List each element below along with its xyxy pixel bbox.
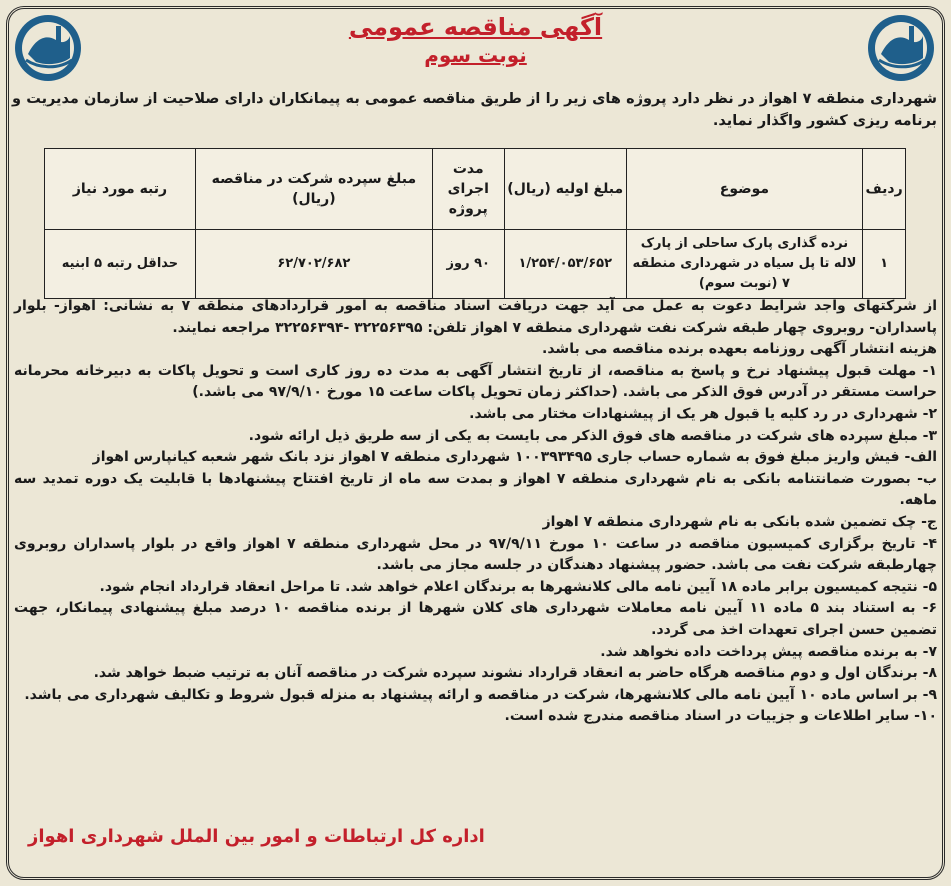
cell-rank: حداقل رتبه ۵ ابنیه [45, 230, 196, 299]
header-initial-amount: مبلغ اولیه (ریال) [504, 149, 626, 230]
issuer-signature: اداره کل ارتباطات و امور بین الملل شهرداری اهواز [28, 826, 485, 847]
clause-10: ۱۰- سایر اطلاعات و جزییات در اسناد مناقصه مندرج شده است. [504, 708, 937, 725]
clause-5: ۵- نتیجه کمیسیون برابر ماده ۱۸ آیین نامه مالی کلانشهرها به برندگان اعلام خواهد شد. تا مراحل انعقاد قرارداد انجام شود. [99, 578, 937, 595]
paragraph-invitation: از شرکتهای واجد شرایط دعوت به عمل می آید جهت دریافت اسناد مناقصه به امور قراردادهای منطقه ۷ به نشانی: اهواز- بلوار پاسداران- روبروی چهار طبقه شرکت نفت شهرداری منطقه ۷ اهواز تلفن: ۳۲۲۵۶۳۹۵ -۳۲۲۵۶۳۹۴ مراجعه نمایند. [14, 298, 937, 336]
clause-3: ۳- مبلغ سپرده های شرکت در مناقصه های فوق الذکر می بایست به یکی از سه طریق ذیل ارائه شود. [248, 427, 937, 444]
cell-subject: نرده گذاری پارک ساحلی از پارک لاله تا پل سیاه در شهرداری منطقه ۷ (نوبت سوم) [626, 230, 862, 299]
clause-3-a: الف- فیش واریز مبلغ فوق به شماره حساب جاری ۱۰۰۳۹۳۴۹۵ شهرداری منطقه ۷ اهواز نزد بانک شهر شعبه کیانپارس اهواز [92, 449, 937, 466]
cell-initial-amount: ۱/۲۵۴/۰۵۳/۶۵۲ [504, 230, 626, 299]
notice-title: آگهی مناقصه عمومی [348, 13, 603, 41]
clause-9: ۹- بر اساس ماده ۱۰ آیین نامه مالی کلانشهرها، شرکت در مناقصه و ارائه پیشنهاد به منزله قبول شروط و تکالیف شهرداری می باشد. [24, 686, 937, 703]
tender-table [44, 148, 906, 299]
table-header-row [45, 149, 906, 230]
clause-3-c: ج- چک تضمین شده بانکی به نام شهرداری منطقه ۷ اهواز [542, 513, 937, 530]
notice-round: نوبت سوم [424, 43, 527, 67]
header-subject: موضوع [626, 149, 862, 230]
paragraph-ad-cost: هزینه انتشار آگهی روزنامه بعهده برنده مناقصه می باشد. [542, 341, 937, 358]
cell-duration: ۹۰ روز [432, 230, 504, 299]
clause-7: ۷- به برنده مناقصه پیش پرداخت داده نخواهد شد. [600, 643, 937, 660]
notice-body [14, 296, 937, 728]
table-row [45, 230, 906, 299]
clause-3-b: ب- بصورت ضمانتنامه بانکی به نام شهرداری منطقه ۷ اهواز و بمدت سه ماه از تاریخ افتتاح پیشنهادها با قابلیت یک دوره تمدید سه ماهه. [14, 470, 937, 509]
clause-8: ۸- برندگان اول و دوم مناقصه هرگاه حاضر به انعقاد قرارداد نشوند سپرده شرکت در مناقصه آنان به ترتیب ضبط خواهد شد. [93, 665, 937, 682]
cell-row-no: ۱ [863, 230, 906, 299]
notice-header [0, 12, 951, 68]
cell-deposit: ۶۲/۷۰۲/۶۸۲ [195, 230, 432, 299]
header-deposit: مبلغ سپرده شرکت در مناقصه (ریال) [195, 149, 432, 230]
header-row-no: ردیف [863, 149, 906, 230]
header-rank: رتبه مورد نیاز [45, 149, 196, 230]
intro-paragraph: شهرداری منطقه ۷ اهواز در نظر دارد پروژه های زیر را از طریق مناقصه عمومی به پیمانکاران دارای صلاحیت از سازمان مدیریت و برنامه ریزی کشور واگذار نماید. [12, 91, 938, 129]
clause-4: ۴- تاریخ برگزاری کمیسیون مناقصه در ساعت ۱۰ مورخ ۹۷/۹/۱۱ در محل شهرداری منطقه ۷ اهواز واقع در بلوار پاسداران روبروی چهارطبقه شرکت نفت می باشد. حضور پیشنهاد دهندگان در جلسه مجاز می باشد. [14, 535, 938, 574]
clause-1: ۱- مهلت قبول پیشنهاد نرخ و پاسخ به مناقصه، از تاریخ انتشار آگهی به مدت ده روز کاری است و تحویل پاکات به دبیرخانه محرمانه حراست مستقر در آدرس فوق الذکر می باشد. (حداکثر زمان تحویل پاکات ساعت ۱۵ مورخ ۹۷/۹/۱۰ می باشد.) [14, 362, 937, 401]
clause-6: ۶- به استناد بند ۵ ماده ۱۱ آیین نامه معاملات شهرداری های کلان شهرها از برنده مناقصه ۱۰ درصد مبلغ پیشنهادی پیمانکار، جهت تضمین حسن اجرای تعهدات اخذ می گردد. [14, 600, 938, 638]
clause-2: ۲- شهرداری در رد کلیه یا قبول هر یک از پیشنهادات مختار می باشد. [469, 405, 937, 422]
header-duration: مدت اجرای پروژه [432, 149, 504, 230]
